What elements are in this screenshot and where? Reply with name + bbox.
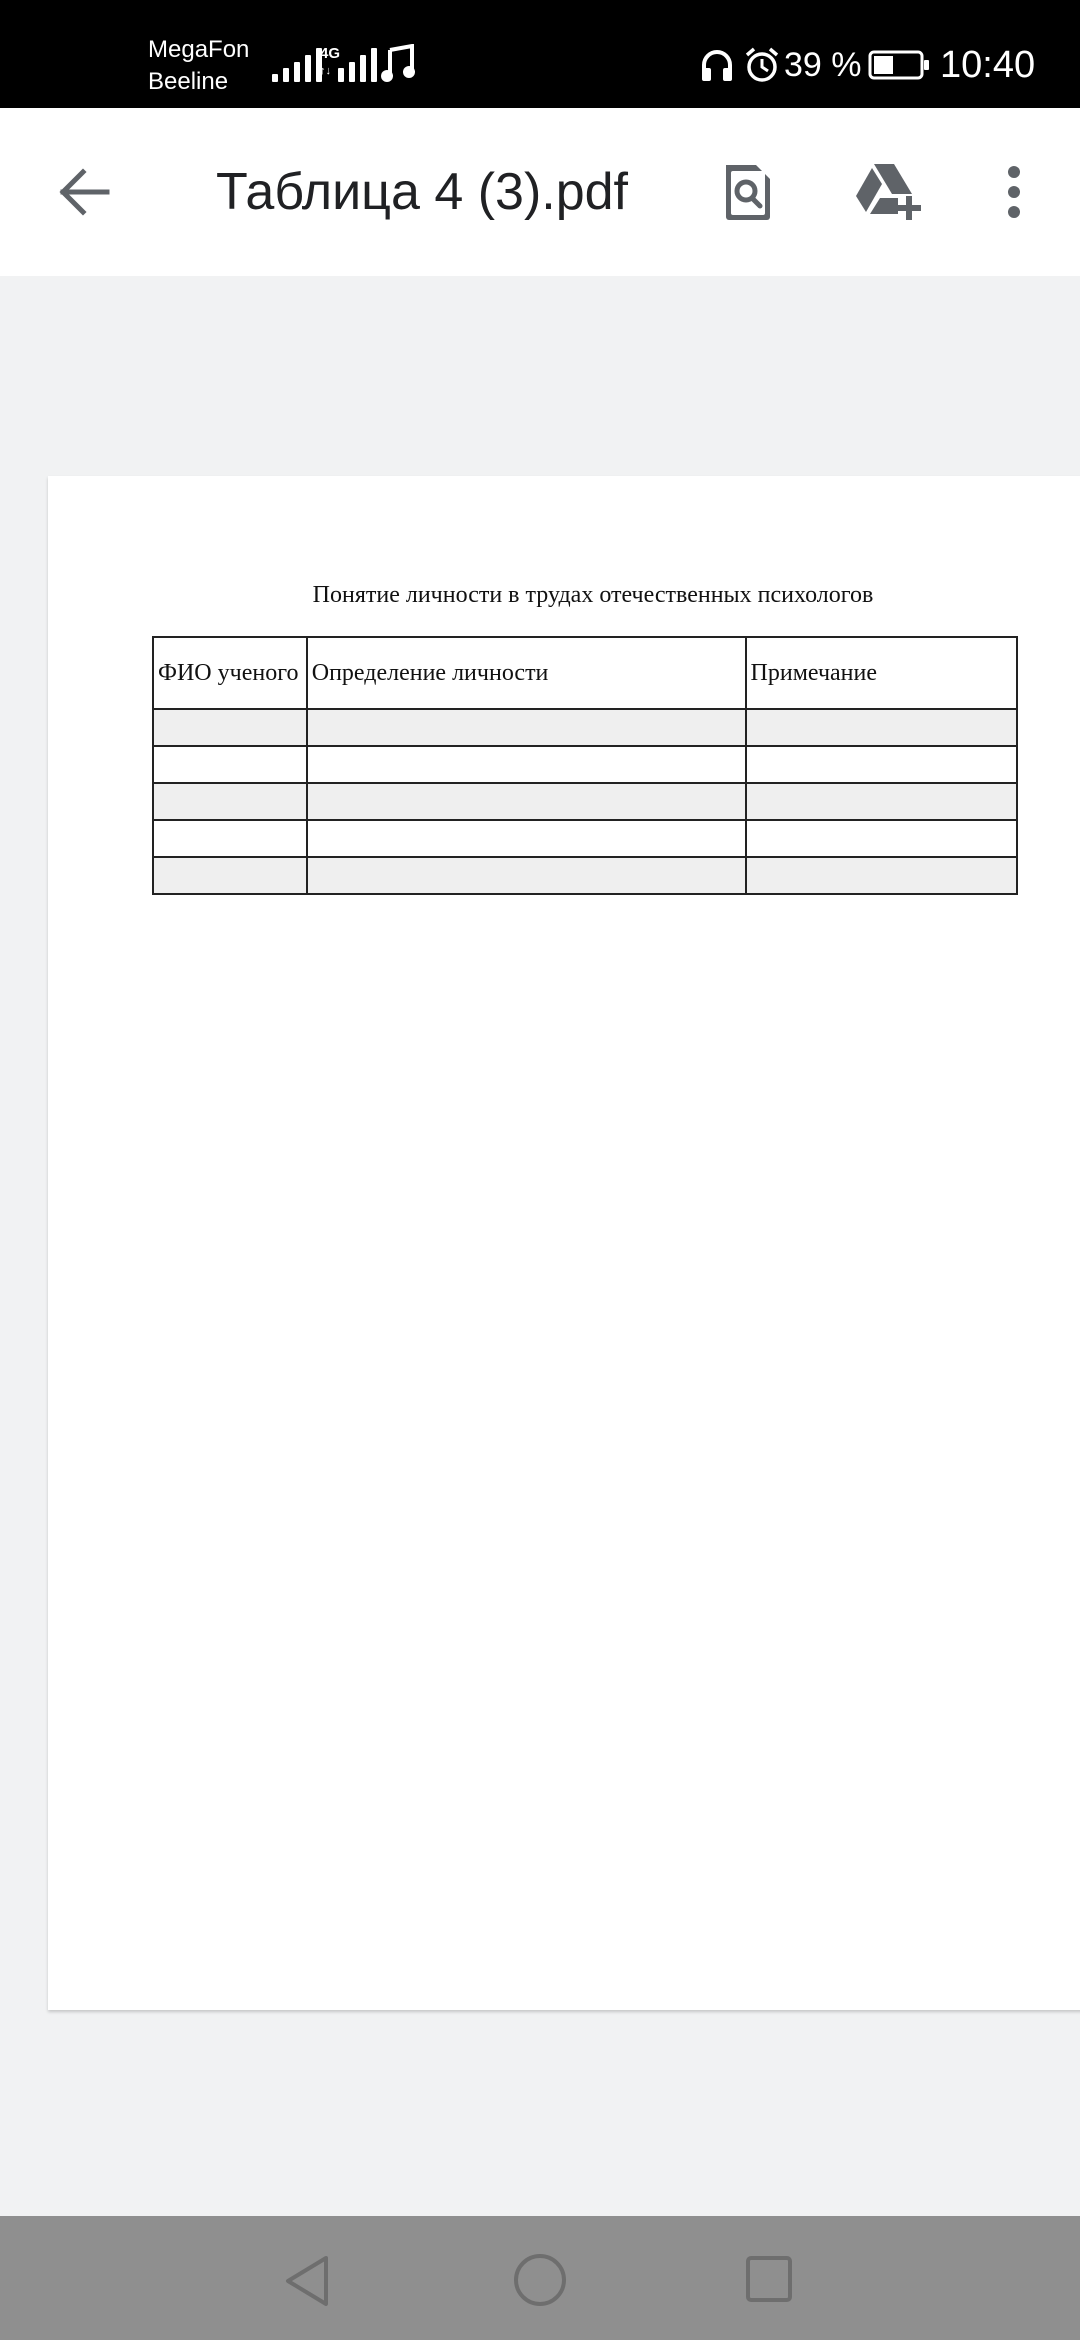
document-table [152,636,1018,895]
table-cell [746,857,1017,894]
table-cell [746,709,1017,746]
add-to-drive-button[interactable] [848,154,928,230]
table-cell [307,820,746,857]
table-cell [153,820,307,857]
pdf-page[interactable] [48,476,1080,2010]
drive-add-icon [852,162,924,222]
more-options-button[interactable] [990,154,1038,230]
signal-icon-2 [338,44,377,82]
nav-home-icon[interactable] [512,2252,568,2308]
system-nav-bar [0,2216,1080,2340]
table-row [153,783,1017,820]
network-type-label: 4G ↑↓ [320,45,341,77]
app-bar [0,108,1080,276]
carrier-names [148,34,249,98]
column-header-name: ФИО ученого [153,637,307,709]
alarm-icon [744,46,780,84]
table-cell [153,857,307,894]
more-vert-icon [1006,166,1022,218]
carrier-1: MegaFon [148,36,250,63]
nav-recent-icon[interactable] [744,2254,794,2304]
table-cell [307,783,746,820]
table-cell [153,746,307,783]
back-arrow-icon [57,168,111,216]
table-cell [746,746,1017,783]
table-row [153,709,1017,746]
headset-icon [700,48,734,84]
search-document-icon [722,161,774,223]
battery-percent: 39 % [784,46,862,84]
table-cell [307,746,746,783]
search-in-document-button[interactable] [710,154,786,230]
table-cell [307,709,746,746]
document-title: Таблица 4 (3).pdf [216,163,628,221]
table-header-row [153,637,1017,709]
table-row [153,820,1017,857]
signal-icon [272,44,322,82]
table-row [153,857,1017,894]
document-heading: Понятие личности в трудах отечественных психологов [312,582,874,608]
column-header-definition: Определение личности [307,637,746,709]
status-bar [0,0,1080,108]
table-cell [746,783,1017,820]
nav-back-icon[interactable] [282,2254,332,2308]
table-cell [153,709,307,746]
pdf-viewer[interactable] [0,276,1080,2216]
back-button[interactable] [50,158,118,226]
column-header-note: Примечание [746,637,1017,709]
table-cell [307,857,746,894]
carrier-2: Beeline [148,68,229,95]
clock: 10:40 [940,44,1036,86]
table-cell [746,820,1017,857]
music-note-icon [380,44,416,84]
table-cell [153,783,307,820]
table-row [153,746,1017,783]
battery-icon [868,50,930,80]
